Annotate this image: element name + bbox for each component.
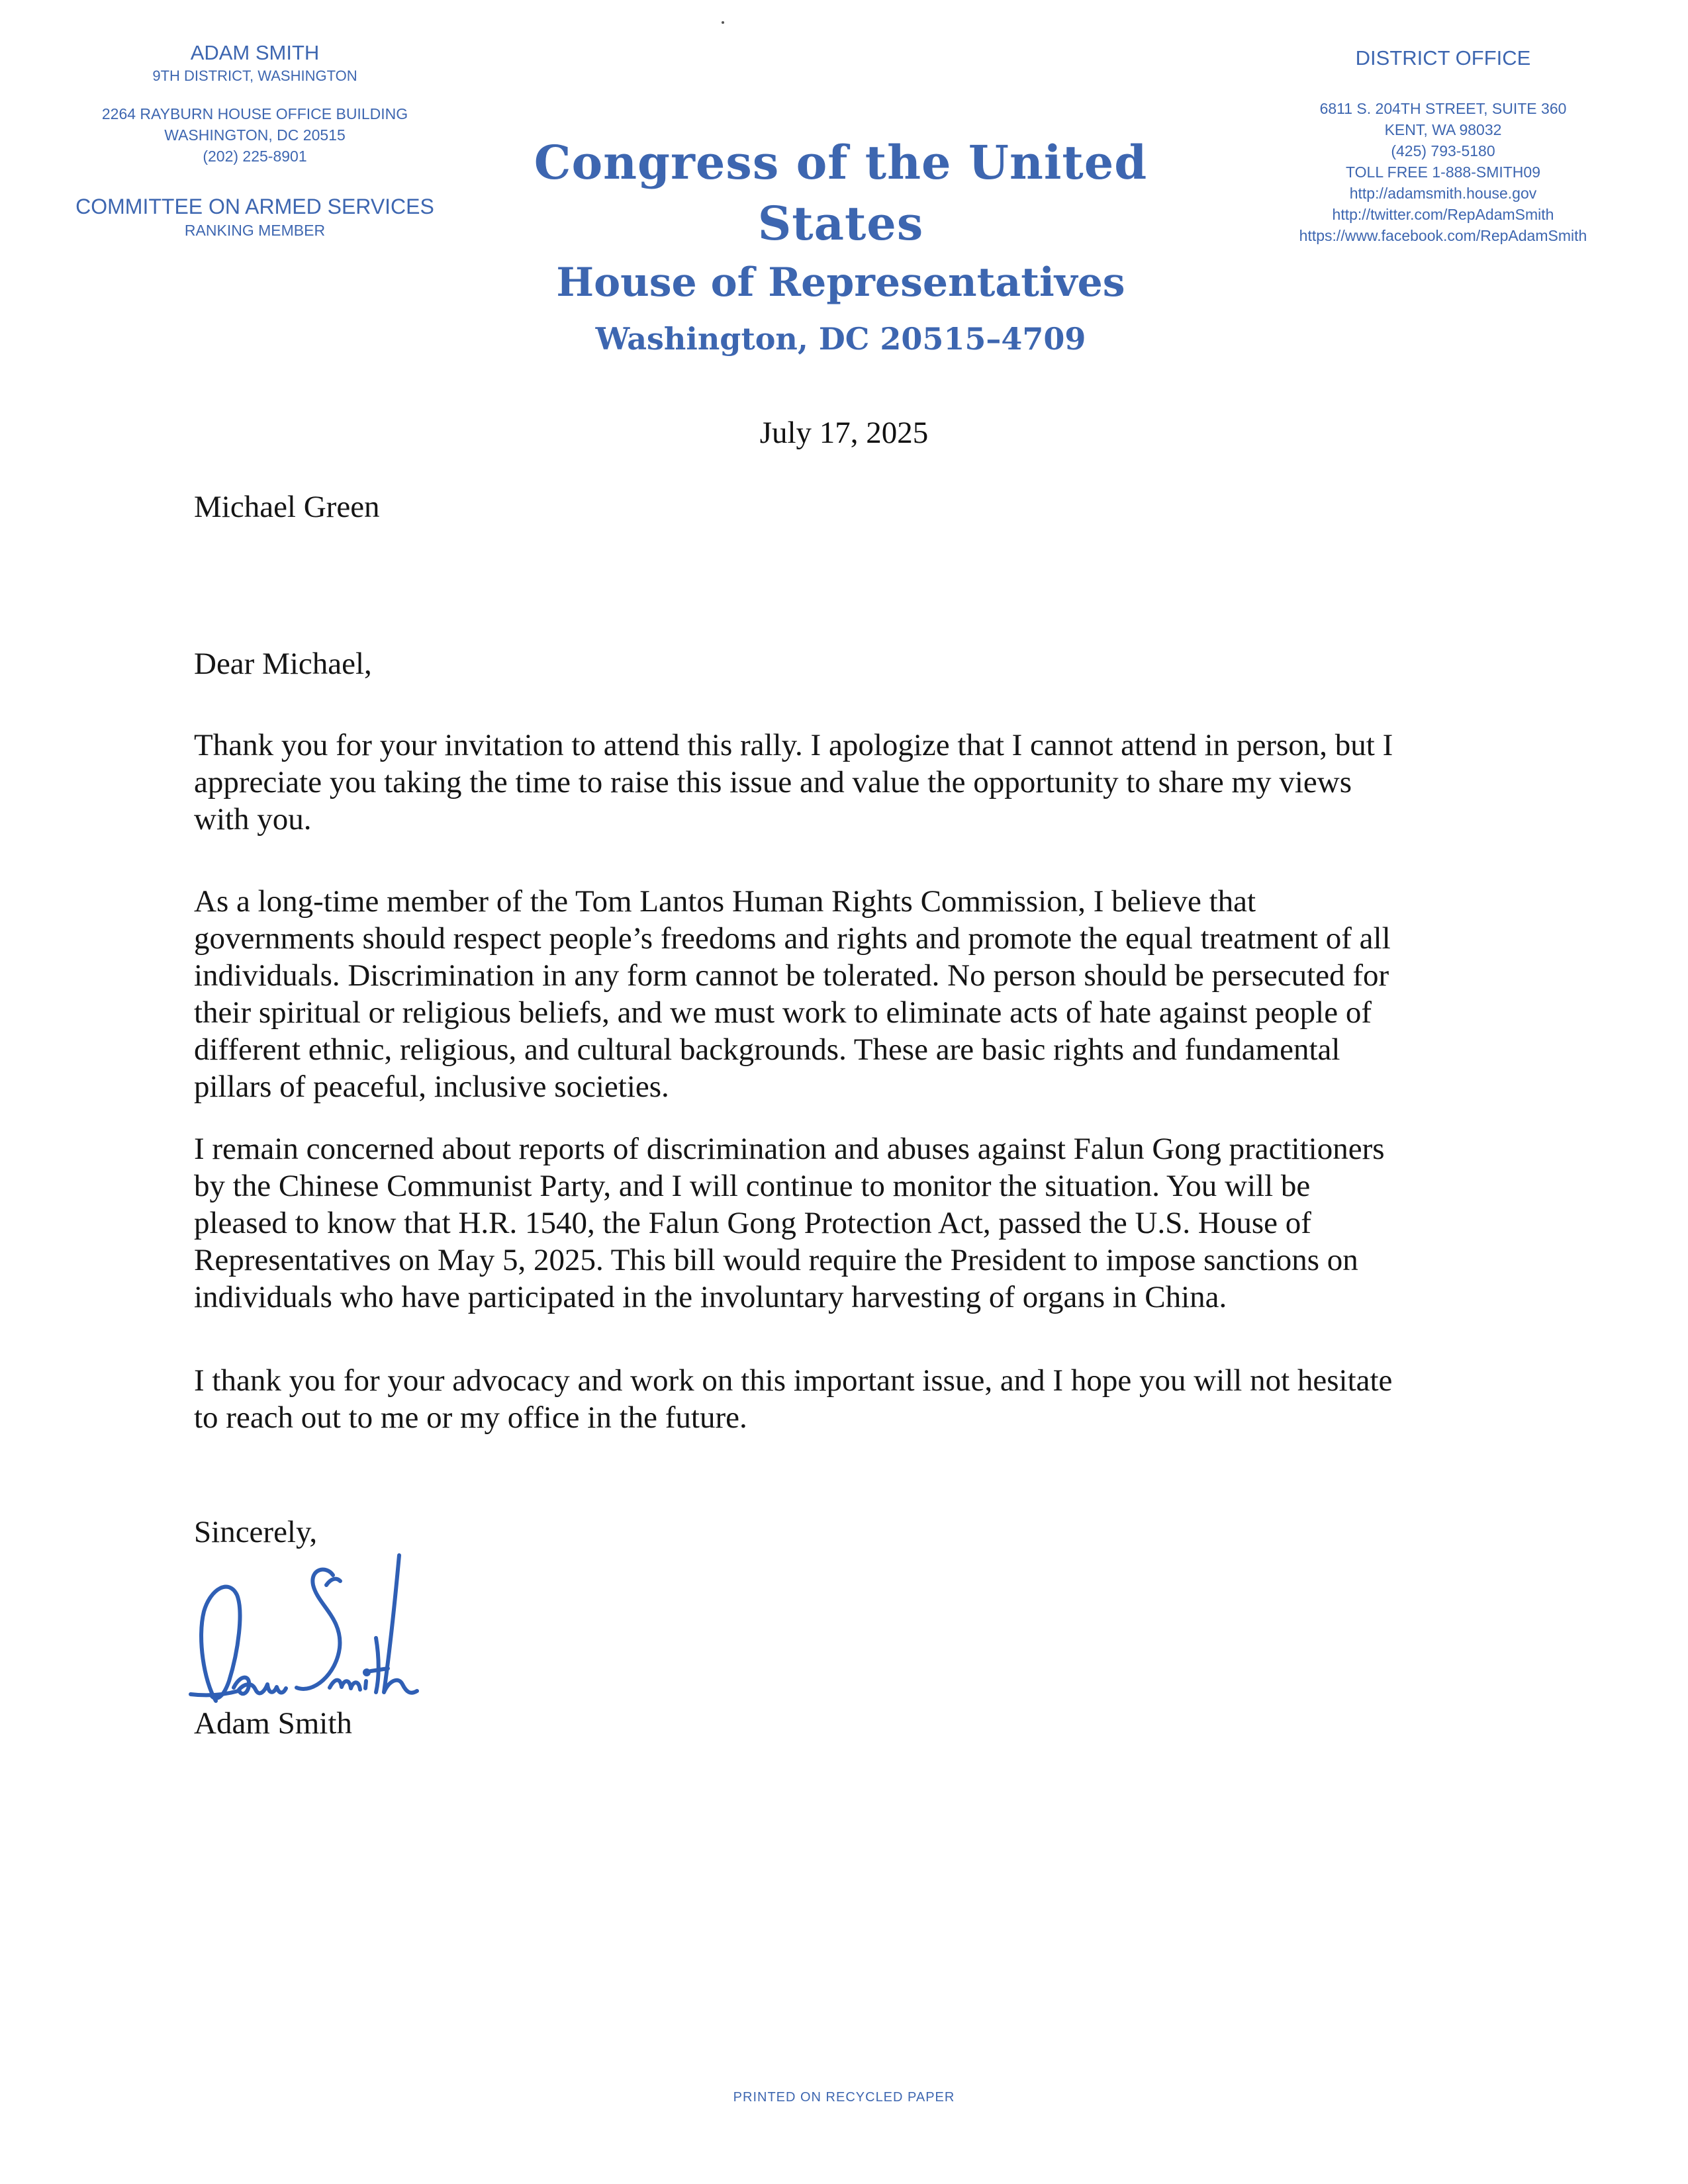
- letterhead-right: [1244, 44, 1642, 246]
- paragraph-line: different ethnic, religious, and cultural backgrounds. These are basic rights and fundamental: [194, 1032, 1340, 1067]
- website-link: http://adamsmith.house.gov: [1349, 185, 1537, 202]
- letterhead-left: [50, 40, 460, 241]
- paragraph-line: individuals who have participated in the involuntary harvesting of organs in China.: [194, 1280, 1227, 1314]
- district-phone: (425) 793-5180: [1391, 142, 1495, 159]
- district-toll-free: TOLL FREE 1-888-SMITH09: [1346, 163, 1540, 181]
- member-name: ADAM SMITH: [190, 41, 320, 64]
- committee-name: COMMITTEE ON ARMED SERVICES: [75, 195, 434, 218]
- district-address-line-1: 6811 S. 204TH STREET, SUITE 360: [1319, 100, 1567, 117]
- paragraph-line: their spiritual or religious beliefs, and we must work to eliminate acts of hate against people of: [194, 995, 1372, 1030]
- paragraph-line: pleased to know that H.R. 1540, the Falun Gong Protection Act, passed the U.S. House of: [194, 1206, 1311, 1240]
- recipient-name: Michael Green: [194, 490, 380, 524]
- district-address-line-2: KENT, WA 98032: [1384, 121, 1502, 138]
- paragraph-line: governments should respect people’s freedoms and rights and promote the equal treatment of all: [194, 921, 1391, 956]
- paragraph-line: I remain concerned about reports of discrimination and abuses against Falun Gong practitioners: [194, 1132, 1385, 1166]
- paragraph-line: individuals. Discrimination in any form cannot be tolerated. No person should be persecuted for: [194, 958, 1389, 993]
- paragraph-3: [194, 1130, 1518, 1316]
- paragraph-2: [194, 883, 1518, 1105]
- paragraph-line: pillars of peaceful, inclusive societies.: [194, 1069, 669, 1104]
- twitter-link: http://twitter.com/RepAdamSmith: [1332, 206, 1554, 223]
- dc-address-line-1: 2264 RAYBURN HOUSE OFFICE BUILDING: [101, 105, 408, 122]
- paragraph-line: to reach out to me or my office in the future.: [194, 1400, 747, 1435]
- member-district: 9TH DISTRICT, WASHINGTON: [152, 68, 357, 84]
- paragraph-line: As a long-time member of the Tom Lantos Human Rights Commission, I believe that: [194, 884, 1256, 919]
- paragraph-line: by the Chinese Communist Party, and I will continue to monitor the situation. You will be: [194, 1169, 1311, 1203]
- house-title: House of Representatives: [556, 259, 1125, 306]
- letter-date: July 17, 2025: [759, 416, 929, 450]
- closing: Sincerely,: [194, 1515, 318, 1549]
- district-office-title: DISTRICT OFFICE: [1355, 46, 1531, 69]
- recycled-paper-note: PRINTED ON RECYCLED PAPER: [733, 2090, 955, 2105]
- facebook-link: https://www.facebook.com/RepAdamSmith: [1299, 227, 1587, 244]
- paragraph-line: with you.: [194, 802, 312, 837]
- dc-phone: (202) 225-8901: [203, 148, 307, 165]
- dc-address-line-2: WASHINGTON, DC 20515: [164, 126, 346, 144]
- letterhead-center: [490, 132, 1192, 367]
- paragraph-line: Thank you for your invitation to attend this rally. I apologize that I cannot attend in person, but I: [194, 728, 1393, 762]
- paragraph-1: [194, 727, 1518, 838]
- congress-title: Congress of the United States: [534, 135, 1148, 251]
- paragraph-line: appreciate you taking the time to raise this issue and value the opportunity to share my views: [194, 765, 1352, 799]
- paragraph-line: Representatives on May 5, 2025. This bill would require the President to impose sanctions on: [194, 1243, 1358, 1277]
- scan-speck: [722, 21, 724, 24]
- committee-role: RANKING MEMBER: [184, 222, 326, 239]
- signature-image: [177, 1539, 469, 1721]
- salutation: Dear Michael,: [194, 647, 372, 681]
- signer-name: Adam Smith: [194, 1706, 352, 1741]
- paragraph-line: I thank you for your advocacy and work on this important issue, and I hope you will not hesitate: [194, 1363, 1393, 1398]
- house-city-zip: Washington, DC 20515–4709: [595, 321, 1086, 357]
- paragraph-4: [194, 1362, 1518, 1436]
